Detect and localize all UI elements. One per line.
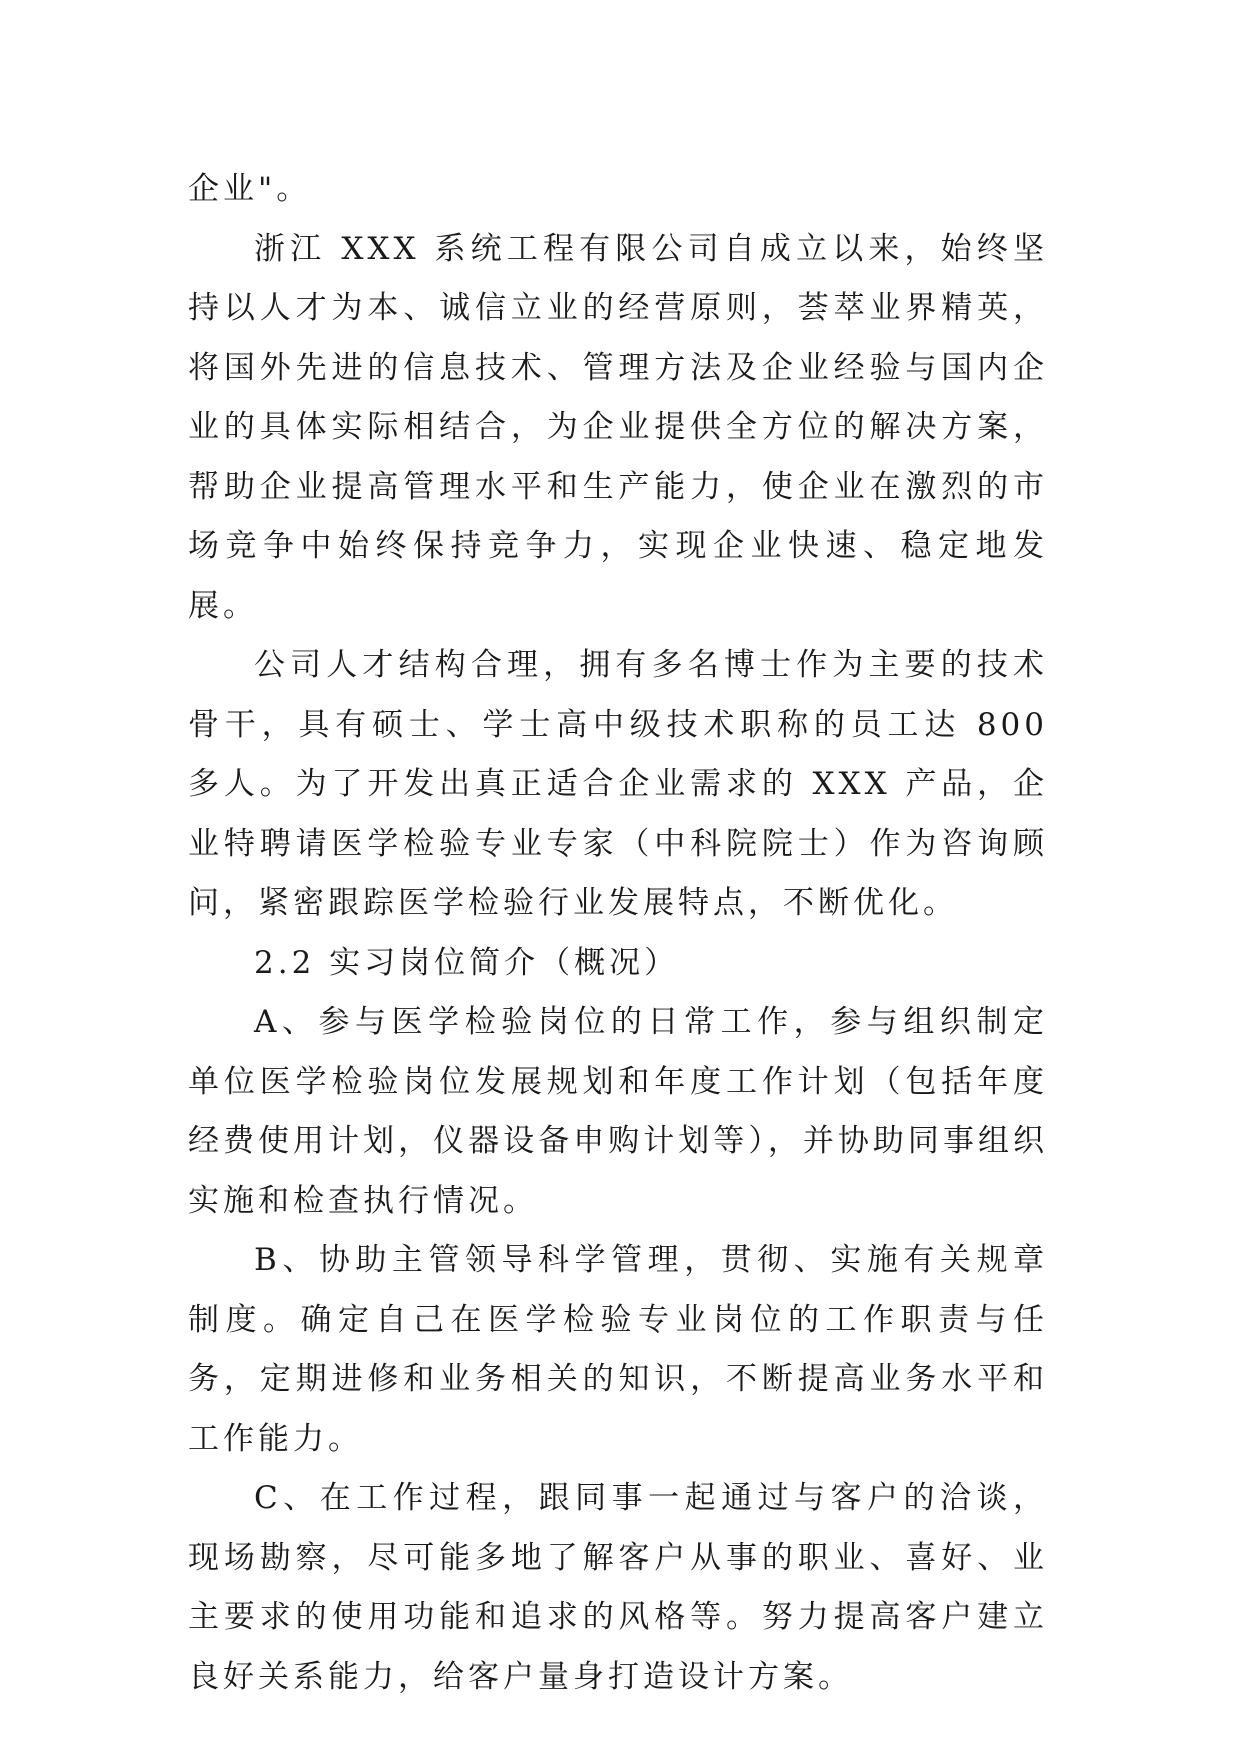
paragraph-item-c: C、在工作过程，跟同事一起通过与客户的洽谈，现场勘察，尽可能多地了解客户从事的职业、喜好、业主要求的使用功能和追求的风格等。努力提高客户建立良好关系能力，给客户量身打造设计方案。: [188, 1480, 1048, 1695]
paragraph-item-a: A、参与医学检验岗位的日常工作，参与组织制定单位医学检验岗位发展规划和年度工作计划（包括年度经费使用计划，仪器设备申购计划等），并协助同事组织实施和检查执行情况。: [188, 1004, 1048, 1219]
paragraph-continuation: 企业"。: [188, 171, 312, 207]
section-heading-internship-position: 2.2 实习岗位简介（概况）: [254, 944, 680, 981]
document-body: [188, 160, 1048, 1707]
paragraph-talent-structure: 公司人才结构合理，拥有多名博士作为主要的技术骨干，具有硕士、学士高中级技术职称的员工达 800 多人。为了开发出真正适合企业需求的 XXX 产品，企业特聘请医学检验专业专家（中科院院士）作为咨询顾问，紧密跟踪医学检验行业发展特点，不断优化。: [188, 647, 1048, 921]
paragraph-item-b: B、协助主管领导科学管理，贯彻、实施有关规章制度。确定自己在医学检验专业岗位的工作职责与任务，定期进修和业务相关的知识，不断提高业务水平和工作能力。: [188, 1242, 1048, 1457]
paragraph-company-intro: 浙江 XXX 系统工程有限公司自成立以来，始终坚持以人才为本、诚信立业的经营原则，荟萃业界精英，将国外先进的信息技术、管理方法及企业经验与国内企业的具体实际相结合，为企业提供全方位的解决方案，帮助企业提高管理水平和生产能力，使企业在激烈的市场竞争中始终保持竞争力，实现企业快速、稳定地发展。: [188, 230, 1048, 624]
